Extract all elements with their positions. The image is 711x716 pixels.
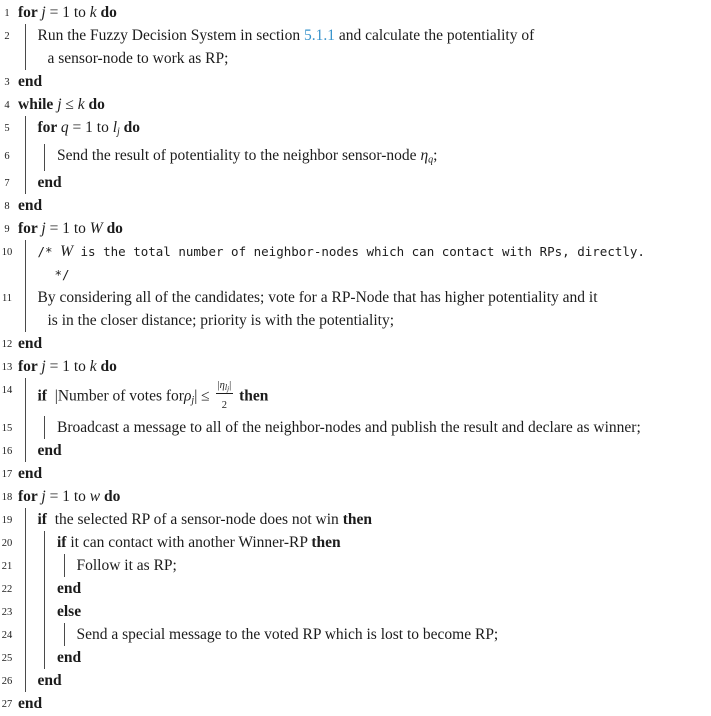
line-row [18, 332, 711, 355]
math-variable: W [90, 220, 103, 237]
text-segment: Broadcast a message to all of the neighbor-nodes and publish the result and declare as winner; [57, 419, 641, 436]
keyword: if [38, 388, 51, 405]
block-indent-rule [25, 439, 38, 462]
keyword: do [103, 220, 123, 237]
block-indent-rule [25, 600, 38, 623]
line-row [57, 600, 711, 623]
line-content [18, 194, 711, 217]
line-row [38, 669, 711, 692]
keyword: end [18, 73, 42, 90]
algo-line-16 [1, 439, 711, 462]
math-variable: j [57, 96, 61, 113]
block-indent-rule [44, 144, 57, 172]
text-segment: | ≤ [194, 388, 213, 405]
section-ref-link[interactable]: 5.1.1 [304, 27, 335, 44]
algo-line-1 [1, 1, 711, 24]
block-indent-rule [25, 286, 38, 332]
math-subscript: j [191, 395, 194, 406]
line-content [38, 116, 711, 144]
math-variable: q [61, 119, 69, 136]
keyword: end [18, 465, 42, 482]
keyword: end [57, 649, 81, 666]
line-row [57, 531, 711, 554]
line-number: 21 [1, 555, 13, 578]
line-row [18, 194, 711, 217]
algo-line-4 [1, 93, 711, 116]
line-continuation-row [55, 263, 711, 286]
block-indent-rule [64, 623, 77, 646]
line-row [77, 623, 711, 646]
keyword: do [85, 96, 105, 113]
algo-line-26 [1, 669, 711, 692]
line-row [18, 462, 711, 485]
block-indent-rule [44, 531, 57, 554]
line-number: 22 [1, 578, 13, 601]
line-number: 12 [1, 333, 13, 356]
block-indent-rule [25, 623, 38, 646]
keyword: do [97, 358, 117, 375]
block-indent-rule [44, 646, 57, 669]
keyword: then [235, 388, 268, 405]
line-number: 18 [1, 486, 13, 509]
block-indent-rule [64, 554, 77, 577]
line-row [18, 217, 711, 240]
comment-segment: is the total number of neighbor-nodes which can contact with RPs, directly. [73, 244, 645, 259]
line-content [18, 1, 711, 24]
algo-line-3 [1, 70, 711, 93]
fraction-numerator [216, 375, 234, 394]
text-segment: = 1 to [69, 119, 113, 136]
block-indent-rule [25, 669, 38, 692]
line-content [38, 171, 711, 194]
block-indent-rule [44, 416, 57, 439]
text-segment: = 1 to [46, 220, 90, 237]
comment-segment: */ [55, 267, 70, 282]
algo-line-7 [1, 171, 711, 194]
line-number: 1 [1, 2, 13, 25]
math-variable: j [41, 488, 45, 505]
line-number: 11 [1, 287, 13, 333]
block-indent-rule [25, 171, 38, 194]
keyword: end [38, 442, 62, 459]
math-variable: w [90, 488, 100, 505]
algo-line-22 [1, 577, 711, 600]
line-content [18, 485, 711, 508]
line-number: 5 [1, 117, 13, 145]
block-indent-rule [25, 531, 38, 554]
text-segment: the selected RP of a sensor-node does not win [51, 511, 343, 528]
line-row [18, 355, 711, 378]
line-content [38, 439, 711, 462]
line-number: 7 [1, 172, 13, 195]
line-row [18, 692, 711, 715]
line-content [18, 217, 711, 240]
line-continuation-row [48, 309, 711, 332]
keyword: while [18, 96, 57, 113]
line-number: 4 [1, 94, 13, 117]
block-indent-rule [25, 378, 38, 416]
algo-line-23 [1, 600, 711, 623]
algo-line-24 [1, 623, 711, 646]
keyword: if [57, 534, 70, 551]
line-number: 17 [1, 463, 13, 486]
line-content [77, 623, 711, 646]
algo-line-17 [1, 462, 711, 485]
line-row [57, 577, 711, 600]
keyword: for [18, 358, 41, 375]
algo-line-11 [1, 286, 711, 332]
line-content [18, 332, 711, 355]
line-content [38, 378, 711, 416]
block-indent-rule [25, 24, 38, 70]
math-subscript: l [225, 383, 227, 392]
line-number: 8 [1, 195, 13, 218]
block-indent-rule [25, 116, 38, 144]
keyword: end [38, 672, 62, 689]
algo-line-15 [1, 416, 711, 439]
line-content [38, 240, 711, 286]
text-segment: |Number of votes for [51, 388, 184, 405]
line-content [57, 416, 711, 439]
line-number: 16 [1, 440, 13, 463]
line-row [38, 439, 711, 462]
line-number: 26 [1, 670, 13, 693]
line-number: 2 [1, 25, 13, 71]
algo-line-5 [1, 116, 711, 144]
text-segment: ≤ [62, 96, 78, 113]
line-content [57, 531, 711, 554]
algo-line-27 [1, 692, 711, 715]
line-row [38, 240, 711, 263]
math-variable: j [41, 358, 45, 375]
text-segment: and calculate the potentiality of [335, 27, 534, 44]
keyword: end [57, 580, 81, 597]
line-content [18, 70, 711, 93]
math-variable: k [90, 358, 97, 375]
line-row [38, 286, 711, 309]
text-segment: 2 [222, 400, 227, 411]
algo-line-10 [1, 240, 711, 286]
line-row [18, 70, 711, 93]
line-number: 3 [1, 71, 13, 94]
line-content [57, 646, 711, 669]
keyword: if [38, 511, 51, 528]
fraction [216, 375, 234, 413]
block-indent-rule [25, 577, 38, 600]
line-row [57, 646, 711, 669]
algo-line-9 [1, 217, 711, 240]
keyword: do [120, 119, 140, 136]
line-number: 23 [1, 601, 13, 624]
line-row [77, 554, 711, 577]
line-number: 10 [1, 241, 13, 287]
line-row [38, 24, 711, 47]
math-variable: W [60, 243, 73, 260]
line-content [57, 577, 711, 600]
line-number: 14 [1, 379, 13, 417]
algo-line-21 [1, 554, 711, 577]
math-variable: k [90, 4, 97, 21]
algo-line-20 [1, 531, 711, 554]
line-content [18, 692, 711, 715]
line-number: 24 [1, 624, 13, 647]
line-number: 9 [1, 218, 13, 241]
text-segment: a sensor-node to work as RP; [48, 50, 229, 67]
algo-line-14 [1, 378, 711, 416]
keyword: then [311, 534, 340, 551]
text-segment: Run the Fuzzy Decision System in section [38, 27, 304, 44]
algo-line-2 [1, 24, 711, 70]
line-row [38, 116, 711, 144]
block-indent-rule [44, 577, 57, 600]
line-content [38, 669, 711, 692]
keyword: end [18, 197, 42, 214]
math-variable: k [78, 96, 85, 113]
keyword: end [18, 335, 42, 352]
algo-line-13 [1, 355, 711, 378]
line-row [38, 508, 711, 531]
line-continuation-row [48, 47, 711, 70]
line-content [38, 286, 711, 332]
fraction-denominator [216, 394, 234, 413]
line-number: 25 [1, 647, 13, 670]
line-number: 19 [1, 509, 13, 532]
text-segment: ; [433, 147, 437, 164]
text-segment: By considering all of the candidates; vote for a RP-Node that has higher potentiality and it [38, 289, 598, 306]
math-variable: η [420, 147, 428, 164]
line-row [18, 485, 711, 508]
keyword: for [18, 220, 41, 237]
math-variable: η [220, 380, 225, 391]
keyword: for [18, 4, 41, 21]
algo-line-12 [1, 332, 711, 355]
line-number: 27 [1, 693, 13, 716]
keyword: do [97, 4, 117, 21]
line-row [38, 171, 711, 194]
math-subscript: q [428, 154, 433, 165]
comment-segment: /* [38, 244, 61, 259]
block-indent-rule [25, 240, 38, 286]
line-content [38, 24, 711, 70]
line-number: 6 [1, 145, 13, 173]
line-row [18, 1, 711, 24]
block-indent-rule [25, 144, 38, 172]
keyword: else [57, 603, 81, 620]
text-segment: = 1 to [46, 358, 90, 375]
text-segment: | [218, 380, 220, 391]
text-segment: | [229, 380, 231, 391]
line-content [57, 600, 711, 623]
algo-line-18 [1, 485, 711, 508]
line-number: 13 [1, 356, 13, 379]
math-subscript-nested: j [227, 385, 229, 393]
algo-line-6 [1, 144, 711, 172]
keyword: for [38, 119, 61, 136]
line-row [18, 93, 711, 116]
block-indent-rule [25, 554, 38, 577]
line-number: 15 [1, 417, 13, 440]
line-content [57, 144, 711, 172]
algo-line-8 [1, 194, 711, 217]
block-indent-rule [44, 554, 57, 577]
math-variable: l [113, 119, 117, 136]
block-indent-rule [25, 416, 38, 439]
block-indent-rule [25, 508, 38, 531]
text-segment: Send a special message to the voted RP which is lost to become RP; [77, 626, 499, 643]
keyword: do [100, 488, 120, 505]
keyword: end [38, 174, 62, 191]
text-segment: is in the closer distance; priority is with the potentiality; [48, 312, 395, 329]
line-row [57, 144, 711, 172]
line-content [18, 93, 711, 116]
math-variable: j [41, 4, 45, 21]
math-variable: j [41, 220, 45, 237]
algo-line-19 [1, 508, 711, 531]
line-content [18, 355, 711, 378]
algo-line-25 [1, 646, 711, 669]
text-segment: = 1 to [46, 488, 90, 505]
line-number: 20 [1, 532, 13, 555]
block-indent-rule [25, 646, 38, 669]
line-content [38, 508, 711, 531]
line-row [57, 416, 711, 439]
keyword: for [18, 488, 41, 505]
line-content [18, 462, 711, 485]
line-row [38, 378, 711, 416]
text-segment: Follow it as RP; [77, 557, 177, 574]
text-segment: it can contact with another Winner-RP [70, 534, 311, 551]
text-segment: Send the result of potentiality to the neighbor sensor-node [57, 147, 420, 164]
keyword: end [18, 695, 42, 712]
text-segment: = 1 to [46, 4, 90, 21]
keyword: then [343, 511, 372, 528]
math-variable: ρ [184, 388, 191, 405]
block-indent-rule [44, 600, 57, 623]
math-subscript: j [117, 127, 120, 138]
line-content [77, 554, 711, 577]
block-indent-rule [44, 623, 57, 646]
